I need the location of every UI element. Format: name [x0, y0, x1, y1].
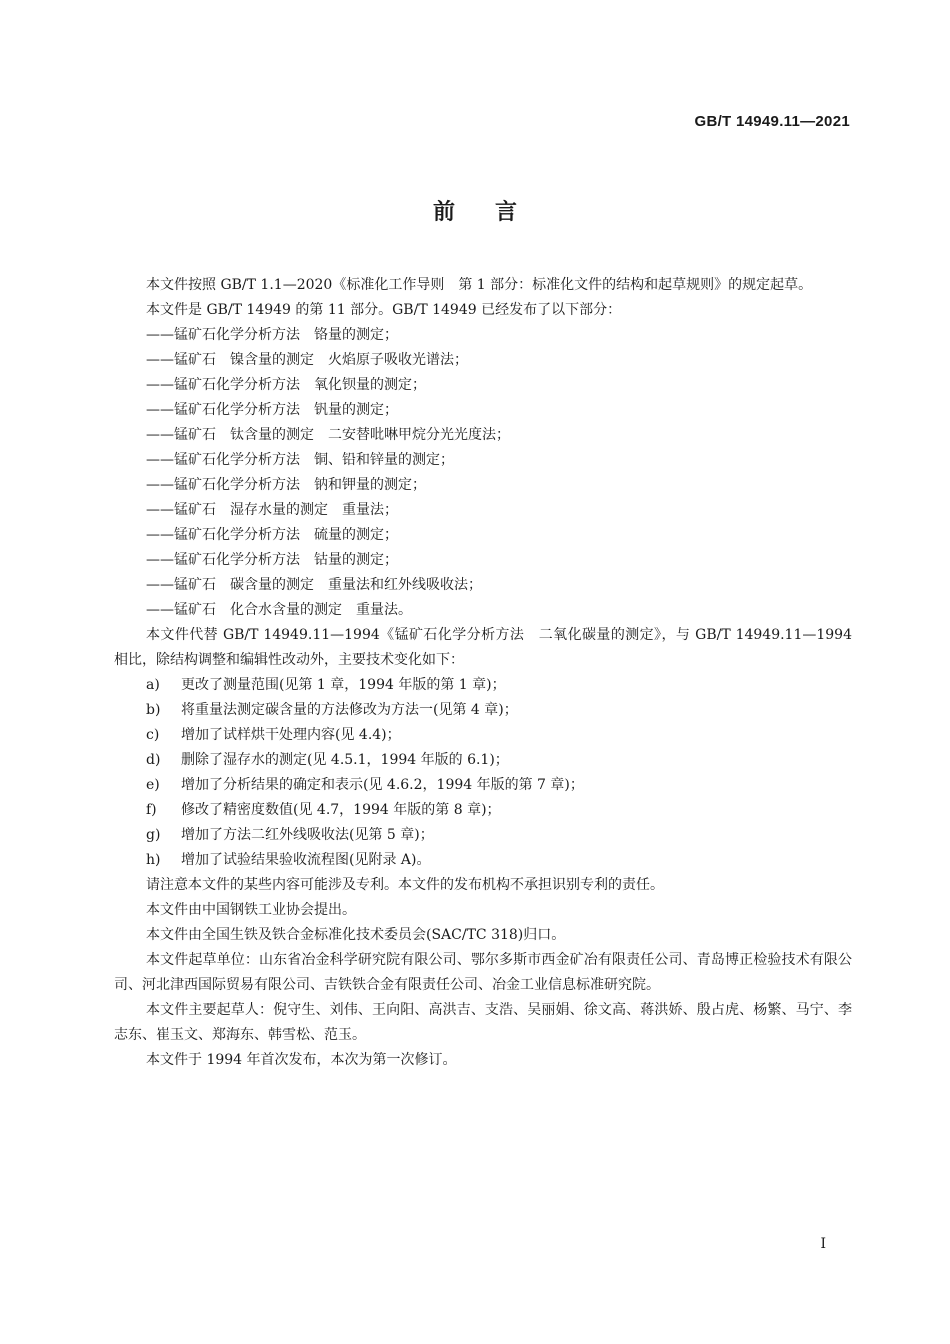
change-text: 增加了试验结果验收流程图(见附录 A)。	[181, 852, 431, 868]
list-item: ——锰矿石 碳含量的测定 重量法和红外线吸收法；	[146, 577, 482, 593]
paragraph-patent-notice: 请注意本文件的某些内容可能涉及专利。本文件的发布机构不承担识别专利的责任。	[146, 877, 664, 893]
paragraph-proposer: 本文件由中国钢铁工业协会提出。	[146, 902, 356, 918]
change-text: 删除了湿存水的测定(见 4.5.1，1994 年版的 6.1)；	[181, 752, 509, 768]
page-number: I	[820, 1236, 826, 1252]
parts-list	[114, 323, 852, 623]
list-item: ——锰矿石化学分析方法 钴量的测定；	[146, 552, 398, 568]
list-item: ——锰矿石化学分析方法 氧化钡量的测定；	[146, 377, 426, 393]
change-item	[114, 673, 852, 698]
change-text: 将重量法测定碳含量的方法修改为方法一(见第 4 章)；	[181, 702, 518, 718]
changes-list	[114, 673, 852, 873]
paragraph-committee: 本文件由全国生铁及铁合金标准化技术委员会(SAC/TC 318)归口。	[146, 927, 566, 943]
paragraph-history: 本文件于 1994 年首次发布，本次为第一次修订。	[146, 1052, 457, 1068]
paragraph-drafting-rules: 本文件按照 GB/T 1.1—2020《标准化工作导则 第 1 部分：标准化文件的结构和起草规则》的规定起草。	[146, 277, 813, 293]
change-label: a)	[146, 677, 160, 693]
list-item: ——锰矿石化学分析方法 铜、铅和锌量的测定；	[146, 452, 454, 468]
paragraph-drafters: 本文件主要起草人：倪守生、刘伟、王向阳、高洪吉、支浩、吴丽娟、徐文高、蒋洪娇、殷占虎、杨繁、马宁、李志东、崔玉文、郑海东、韩雪松、范玉。	[114, 1002, 852, 1043]
change-item	[114, 723, 852, 748]
document-body	[114, 273, 852, 1073]
change-label: c)	[146, 727, 160, 743]
standard-code: GB/T 14949.11—2021	[694, 113, 850, 130]
change-label: d)	[146, 752, 161, 768]
list-item: ——锰矿石化学分析方法 硫量的测定；	[146, 527, 398, 543]
change-item	[114, 698, 852, 723]
change-text: 增加了分析结果的确定和表示(见 4.6.2，1994 年版的第 7 章)；	[181, 777, 584, 793]
list-item: ——锰矿石化学分析方法 钒量的测定；	[146, 402, 398, 418]
change-item	[114, 748, 852, 773]
change-label: f)	[146, 802, 157, 818]
change-text: 增加了试样烘干处理内容(见 4.4)；	[181, 727, 401, 743]
change-label: b)	[146, 702, 161, 718]
paragraph-parts-intro: 本文件是 GB/T 14949 的第 11 部分。GB/T 14949 已经发布了以下部分：	[146, 302, 622, 318]
change-item	[114, 798, 852, 823]
change-label: g)	[146, 827, 161, 843]
paragraph-drafting-units: 本文件起草单位：山东省冶金科学研究院有限公司、鄂尔多斯市西金矿冶有限责任公司、青岛博正检验技术有限公司、河北津西国际贸易有限公司、吉铁铁合金有限责任公司、冶金工业信息标准研究院。	[114, 952, 852, 993]
change-item	[114, 773, 852, 798]
paragraph-replacement: 本文件代替 GB/T 14949.11—1994《锰矿石化学分析方法 二氧化碳量的测定》，与 GB/T 14949.11—1994 相比，除结构调整和编辑性改动外，主要技术变化如下：	[114, 627, 852, 668]
change-item	[114, 848, 852, 873]
change-label: h)	[146, 852, 161, 868]
list-item: ——锰矿石化学分析方法 钠和钾量的测定；	[146, 477, 426, 493]
change-text: 修改了精密度数值(见 4.7，1994 年版的第 8 章)；	[181, 802, 501, 818]
list-item: ——锰矿石化学分析方法 铬量的测定；	[146, 327, 398, 343]
change-text: 更改了测量范围(见第 1 章，1994 年版的第 1 章)；	[181, 677, 506, 693]
list-item: ——锰矿石 镍含量的测定 火焰原子吸收光谱法；	[146, 352, 468, 368]
change-text: 增加了方法二红外线吸收法(见第 5 章)；	[181, 827, 434, 843]
list-item: ——锰矿石 化合水含量的测定 重量法。	[146, 602, 412, 618]
change-item	[114, 823, 852, 848]
change-label: e)	[146, 777, 160, 793]
list-item: ——锰矿石 钛含量的测定 二安替吡啉甲烷分光光度法；	[146, 427, 510, 443]
list-item: ——锰矿石 湿存水量的测定 重量法；	[146, 502, 398, 518]
page-title: 前言	[432, 200, 557, 225]
